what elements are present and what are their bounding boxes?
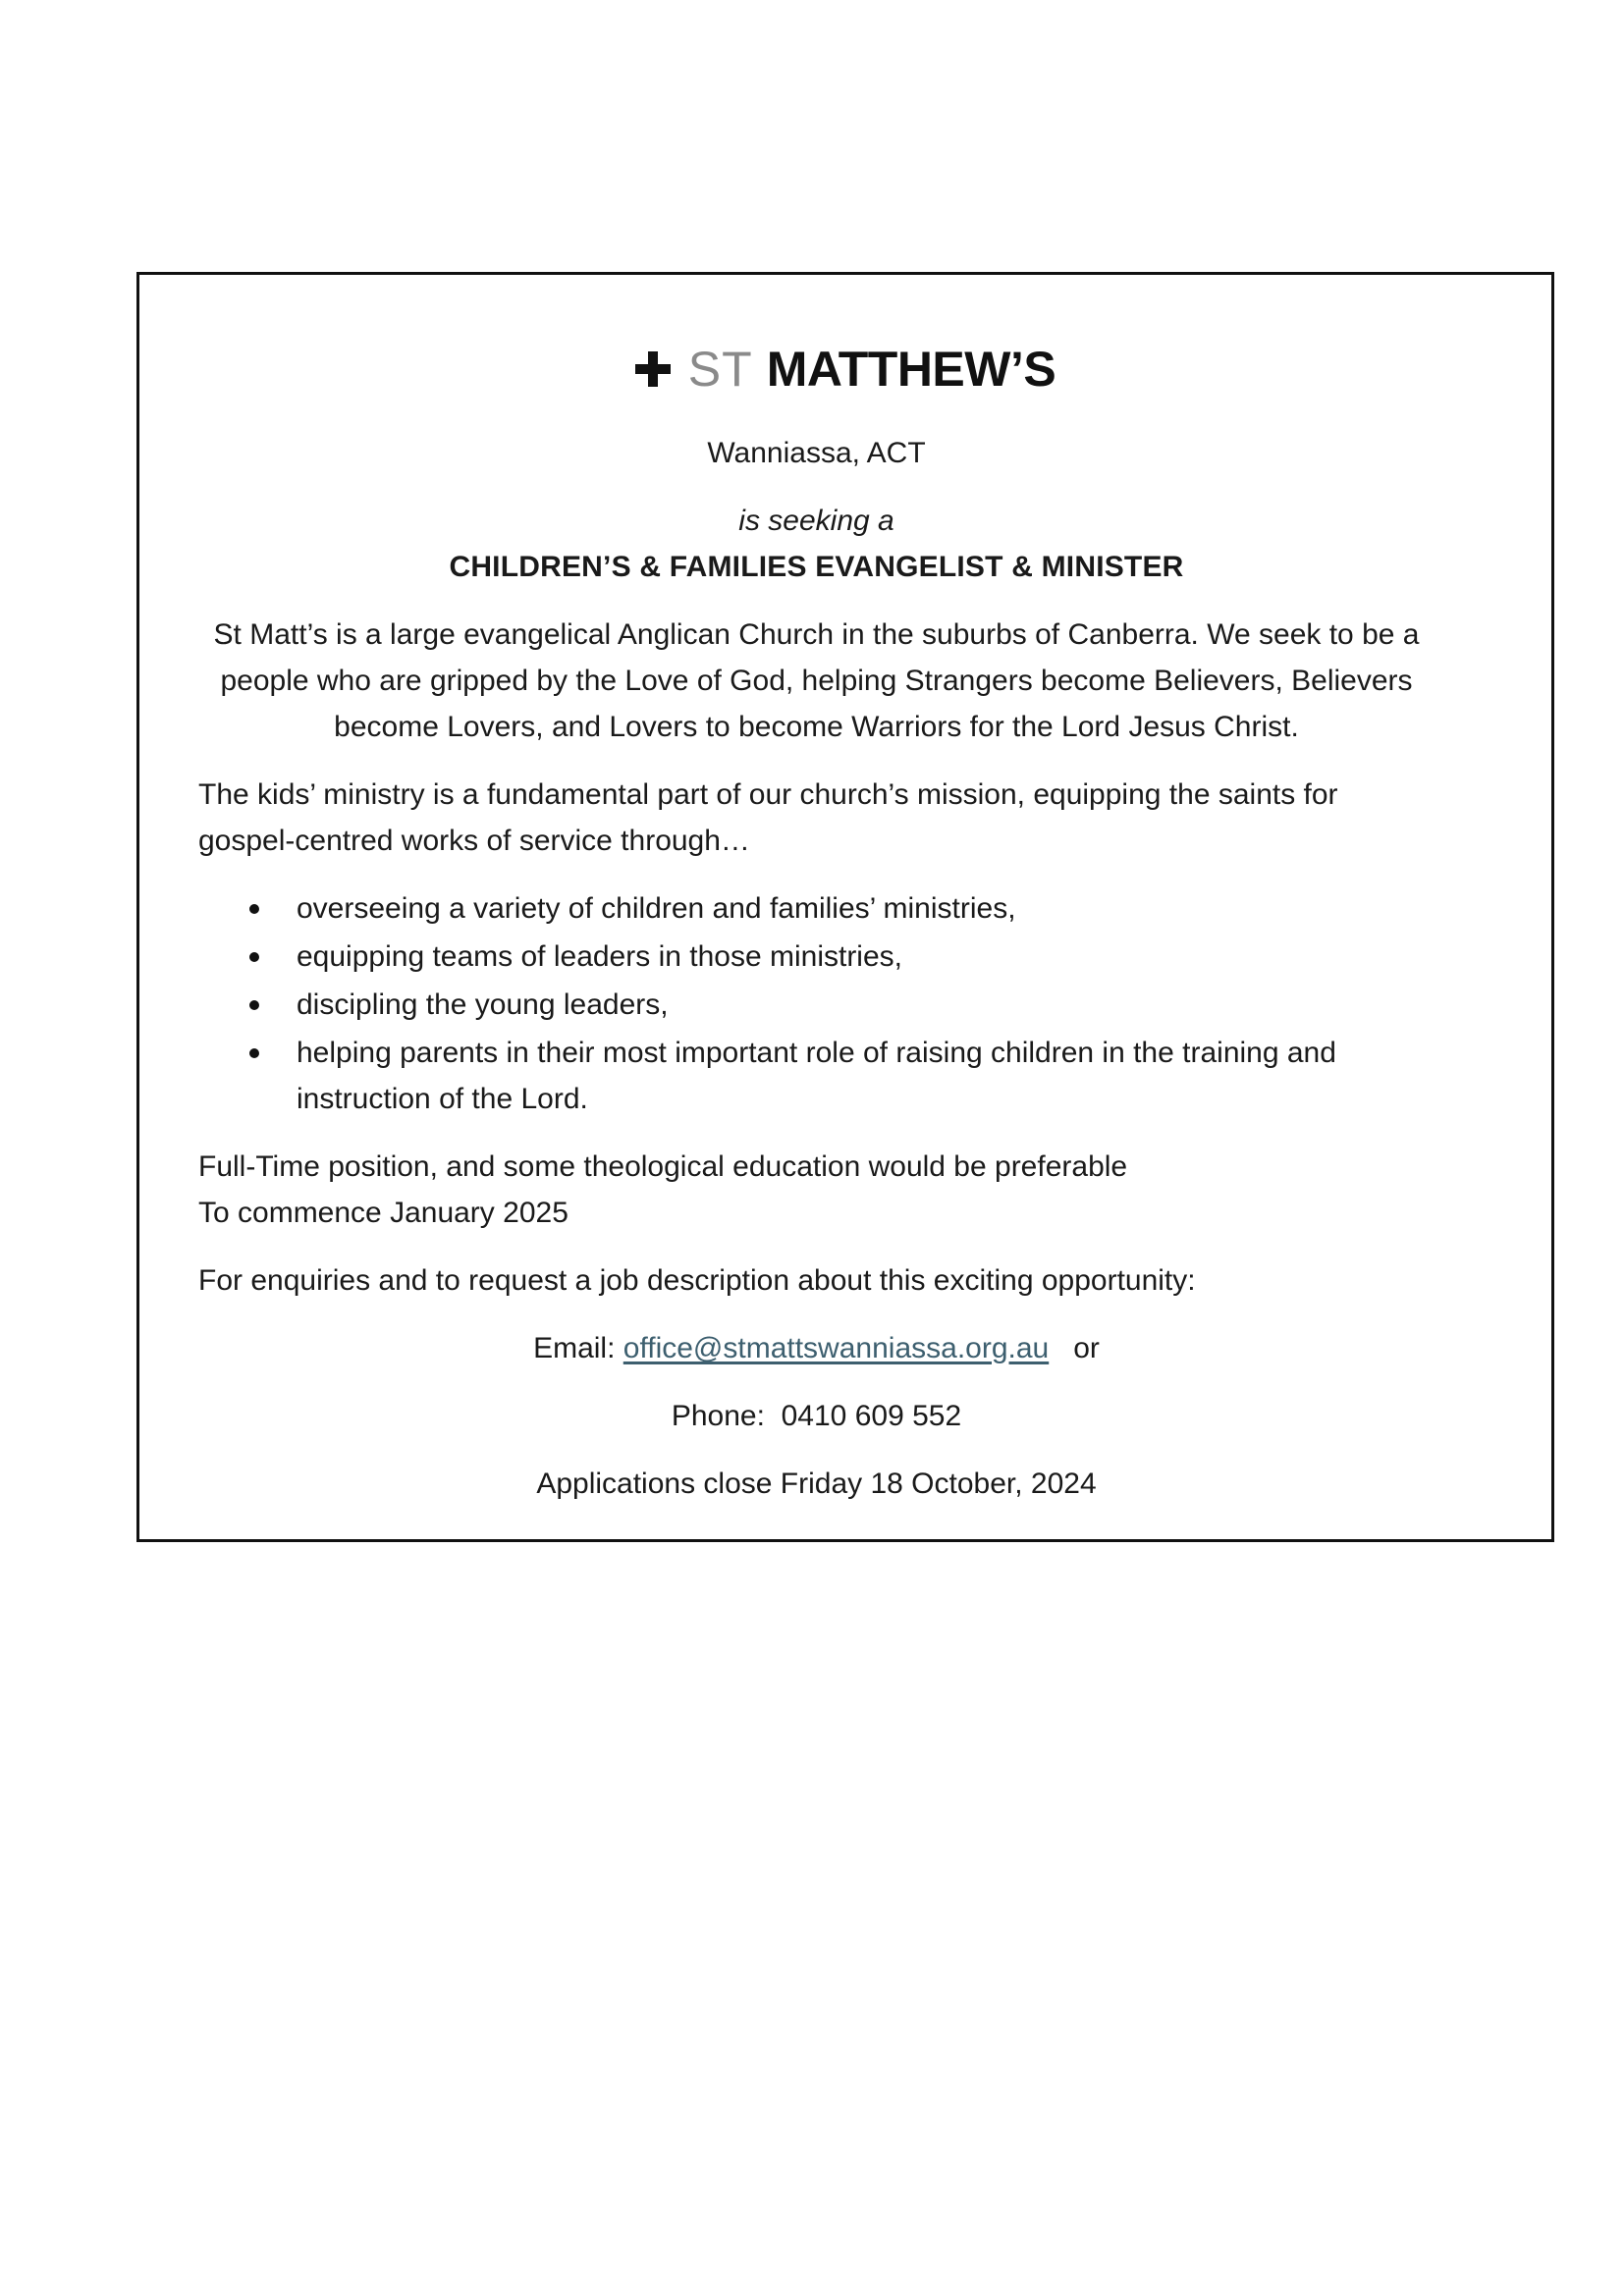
duties-list (198, 885, 1435, 1122)
church-location: Wanniassa, ACT (707, 437, 926, 469)
advertisement-body (198, 430, 1435, 1507)
logo-bold-text: MATTHEW’S (766, 342, 1056, 397)
st-matthews-logo (139, 340, 1551, 399)
duty-item (198, 1030, 1435, 1122)
bullet-icon (249, 1048, 259, 1058)
phone-number: 0410 609 552 (781, 1400, 962, 1432)
role-title: CHILDREN’S & FAMILIES EVANGELIST & MINISTER (449, 551, 1184, 583)
enquiries-text: For enquiries and to request a job description about this exciting opportunity: (198, 1264, 1196, 1297)
job-advertisement-frame (136, 272, 1554, 1542)
phone-row (198, 1393, 1435, 1439)
logo-light-text: ST (687, 342, 753, 397)
or-text: or (1073, 1332, 1100, 1364)
bullet-icon (249, 952, 259, 962)
phone-label: Phone: (671, 1400, 765, 1432)
closing-date: Applications close Friday 18 October, 2024 (536, 1468, 1097, 1500)
duty-text: overseeing a variety of children and families’ ministries, (297, 892, 1016, 925)
mission-paragraph: The kids’ ministry is a fundamental part of our church’s mission, equipping the saints for gospel-centred works of service through… (198, 778, 1338, 857)
church-intro-paragraph: St Matt’s is a large evangelical Anglican Church in the suburbs of Canberra. We seek to be a people who are gripped by the Love of God, helping Strangers become Believers, Believers become Lovers, and Lovers to become Warriors for the Lord Jesus Christ. (213, 618, 1420, 743)
email-row (198, 1325, 1435, 1371)
duty-item (198, 982, 1435, 1028)
email-link[interactable]: office@stmattswanniassa.org.au (623, 1332, 1050, 1364)
bullet-icon (249, 1000, 259, 1010)
duty-item (198, 885, 1435, 932)
email-label: Email: (533, 1332, 616, 1364)
position-type: Full-Time position, and some theological education would be preferable (198, 1150, 1128, 1183)
seeking-line: is seeking a (738, 505, 894, 537)
duty-item (198, 934, 1435, 980)
duty-text: helping parents in their most important role of raising children in the training and instruction of the Lord. (297, 1037, 1336, 1115)
cross-icon (635, 351, 671, 387)
start-date: To commence January 2025 (198, 1197, 568, 1229)
bullet-icon (249, 904, 259, 914)
duty-text: equipping teams of leaders in those ministries, (297, 940, 902, 973)
duty-text: discipling the young leaders, (297, 988, 669, 1021)
position-details (198, 1144, 1435, 1236)
